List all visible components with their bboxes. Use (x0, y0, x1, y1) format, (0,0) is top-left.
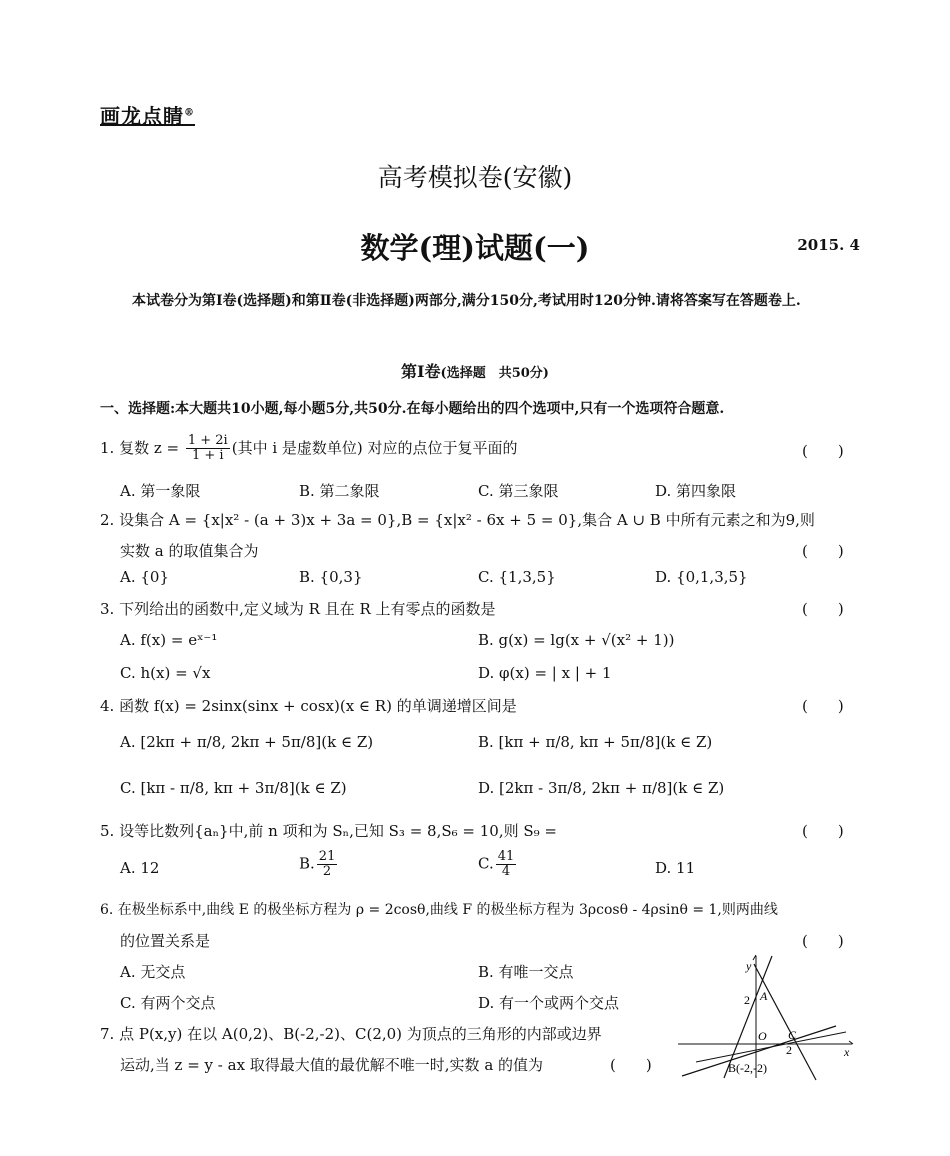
label-2-x: 2 (786, 1043, 792, 1057)
intro-paragraph: 本试卷分为第Ⅰ卷(选择题)和第Ⅱ卷(非选择题)两部分,满分150分,考试用时120分钟.请将答案写在答题卷上. (132, 293, 801, 309)
section-instruction: 一、选择题:本大题共10小题,每小题5分,共50分.在每小题给出的四个选项中,只有一个选项符合题意. (100, 401, 725, 417)
q6-option-b: B. 有唯一交点 (478, 963, 574, 981)
q5-option-d: D. 11 (655, 859, 696, 877)
answer-bracket: ( ) (802, 600, 844, 618)
exam-subtitle: 数学(理)试题(一) (360, 231, 590, 265)
q4-option-b: B. [kπ + π/8, kπ + 5π/8](k ∈ Z) (478, 733, 713, 751)
q3-option-d: D. φ(x) = | x | + 1 (478, 664, 612, 682)
q2-option-c: C. {1,3,5} (478, 568, 556, 586)
q1-option-a: A. 第一象限 (120, 482, 201, 500)
q1-option-d: D. 第四象限 (655, 482, 737, 500)
q5-option-c: C. $\frac{41}{4}$ (478, 849, 515, 879)
answer-bracket: ( ) (802, 932, 844, 950)
q4-option-a: A. [2kπ + π/8, 2kπ + 5π/8](k ∈ Z) (120, 733, 374, 751)
coordinate-figure (676, 952, 856, 1082)
question-6-line2: 的位置关系是 (120, 932, 211, 950)
question-1: 1. 复数 z = $\frac{1 + 2i}{1 + i}$ (其中 i 是虚数单位) 对应的点位于复平面的 (100, 433, 518, 463)
q3-option-c: C. h(x) = √x (120, 664, 211, 682)
question-7-line2: 运动,当 z = y - ax 取得最大值的最优解不唯一时,实数 a 的值为 (120, 1056, 544, 1074)
answer-bracket: ( ) (802, 542, 844, 560)
fraction: $\frac{21}{2}$ (318, 849, 336, 879)
q6-option-d: D. 有一个或两个交点 (478, 994, 620, 1012)
question-5: 5. 设等比数列{aₙ}中,前 n 项和为 Sₙ,已知 S₃ = 8,S₆ = 10,则 S₉ = (100, 822, 557, 840)
q2-option-a: A. {0} (120, 568, 169, 586)
q3-option-b: B. g(x) = lg(x + √(x² + 1)) (478, 631, 675, 649)
q6-option-a: A. 无交点 (120, 963, 186, 981)
q3-option-a: A. f(x) = eˣ⁻¹ (120, 631, 218, 649)
q1-option-b: B. 第二象限 (299, 482, 380, 500)
exam-date: 2015. 4 (797, 236, 860, 254)
question-2-line1: 2. 设集合 A = {x|x² - (a + 3)x + 3a = 0},B = {x|x² - 6x + 5 = 0},集合 A ∪ B 中所有元素之和为9,则 (100, 511, 815, 529)
fraction: $\frac{1 + 2i}{1 + i}$ (187, 433, 228, 463)
line-objective (696, 1032, 846, 1062)
q5-option-a: A. 12 (120, 859, 160, 877)
fraction: $\frac{41}{4}$ (497, 849, 515, 879)
q4-option-d: D. [2kπ - 3π/8, 2kπ + π/8](k ∈ Z) (478, 779, 725, 797)
question-3: 3. 下列给出的函数中,定义域为 R 且在 R 上有零点的函数是 (100, 600, 496, 618)
label-c: C (788, 1028, 797, 1042)
label-x: x (844, 1045, 850, 1059)
answer-bracket: ( ) (802, 442, 844, 460)
q1-option-c: C. 第三象限 (478, 482, 559, 500)
label-a: A (760, 989, 768, 1003)
section-heading: 第Ⅰ卷(选择题 共50分) (401, 362, 549, 381)
label-2-y: 2 (744, 993, 750, 1007)
question-6-line1: 6. 在极坐标系中,曲线 E 的极坐标方程为 ρ = 2cosθ,曲线 F 的极坐标方程为 3ρcosθ - 4ρsinθ = 1,则两曲线 (100, 902, 778, 918)
q2-option-d: D. {0,1,3,5} (655, 568, 748, 586)
answer-bracket: ( ) (802, 697, 844, 715)
question-4: 4. 函数 f(x) = 2sinx(sinx + cosx)(x ∈ R) 的单调递增区间是 (100, 697, 517, 715)
question-7-line1: 7. 点 P(x,y) 在以 A(0,2)、B(-2,-2)、C(2,0) 为顶点的三角形的内部或边界 (100, 1025, 602, 1043)
label-y: y (746, 959, 752, 973)
q5-option-b: B. $\frac{21}{2}$ (299, 849, 336, 879)
q6-option-c: C. 有两个交点 (120, 994, 216, 1012)
label-b: B(-2,-2) (728, 1061, 767, 1075)
answer-bracket: ( ) (610, 1056, 652, 1074)
exam-title: 高考模拟卷(安徽) (377, 163, 573, 192)
question-2-line2: 实数 a 的取值集合为 (120, 542, 259, 560)
q4-option-c: C. [kπ - π/8, kπ + 3π/8](k ∈ Z) (120, 779, 347, 797)
q2-option-b: B. {0,3} (299, 568, 363, 586)
label-o: O (758, 1029, 767, 1043)
answer-bracket: ( ) (802, 822, 844, 840)
brand-logo: 画龙点睛® (100, 104, 195, 128)
